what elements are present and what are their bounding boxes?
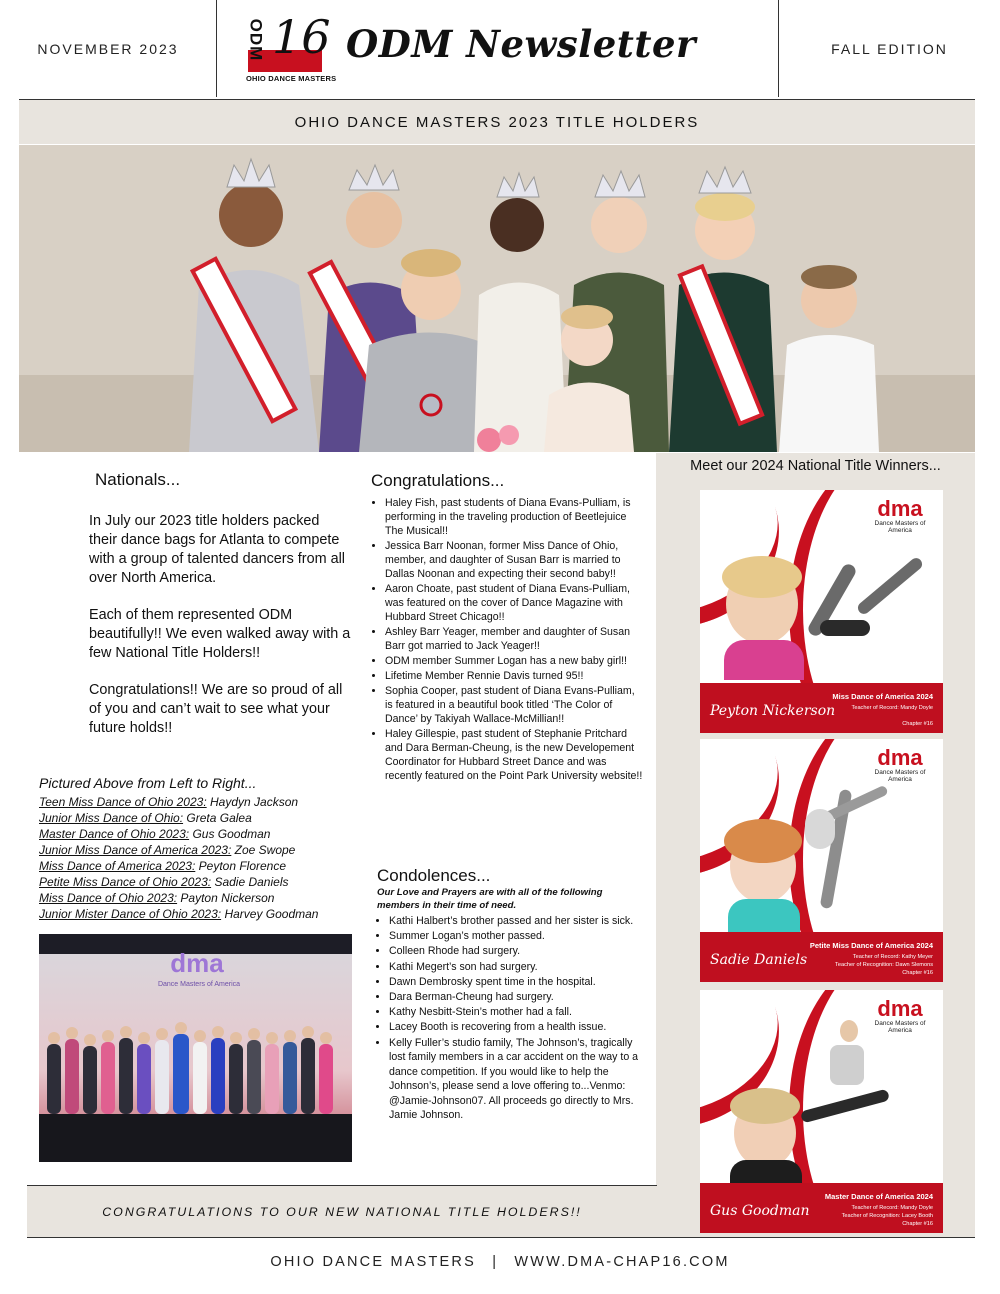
condolences-list: [373, 914, 649, 1124]
winner-teacher-recognition: Teacher of Recognition: Dawn Slemons: [835, 962, 933, 968]
logo-subtitle: OHIO DANCE MASTERS: [246, 74, 337, 83]
national-winners-heading: Meet our 2024 National Title Winners...: [690, 458, 941, 474]
footer: [0, 1254, 1000, 1270]
pictured-name: Gus Goodman: [192, 827, 271, 841]
winner-title: Master Dance of America 2024: [824, 1192, 933, 1201]
pictured-name: Zoe Swope: [234, 843, 296, 857]
title-holders-photo: [19, 145, 975, 452]
list-item: • ODM member Summer Logan has a new baby girl!!: [385, 654, 645, 668]
list-item: • Aaron Choate, past student of Diana Evans-Pulliam, was featured on the cover of Dance Magazine with Hubbard Street Chicago!!: [385, 582, 645, 624]
edition-label: FALL EDITION: [831, 40, 948, 57]
pictured-list: [39, 794, 359, 922]
winner-hair: [724, 819, 802, 863]
list-item: • Kathy Nesbitt-Stein’s mother had a fall.: [389, 1005, 649, 1020]
dma-logo-letters: dma: [877, 745, 923, 770]
list-item: • Haley Gillespie, past student of Stephanie Pritchard and Dara Berman-Cheung, is the new Developement Coordinator for Hubbard Street Dance and was recently featured on the Point Park University website!!: [385, 727, 645, 783]
list-item: • Ashley Barr Yeager, member and daughter of Susan Barr got married to Jack Yeager!!: [385, 625, 645, 653]
winner-hair: [722, 556, 802, 598]
nationals-heading: Nationals...: [95, 470, 181, 489]
title-holders-banner: OHIO DANCE MASTERS 2023 TITLE HOLDERS: [19, 99, 975, 144]
pictured-item: [39, 906, 359, 922]
condolences-heading: Condolences...: [377, 866, 491, 885]
pictured-title: Junior Miss Dance of Ohio:: [39, 811, 184, 825]
pictured-name: Peyton Florence: [198, 859, 287, 873]
winner-card-sadie: [700, 739, 943, 982]
list-item: • Dawn Dembrosky spent time in the hospital.: [389, 975, 649, 990]
dma-logo-letters: dma: [877, 996, 923, 1021]
list-item: • Jessica Barr Noonan, former Miss Dance of Ohio, member, and daughter of Susan Barr is married to Dallas Noonan and expecting their second baby!!: [385, 539, 645, 581]
winner-teacher-recognition: Teacher of Recognition: Lacey Booth: [841, 1213, 933, 1219]
condolences-subheading: Our Love and Prayers are with all of the following members in their time of need.: [377, 887, 603, 911]
issue-date: NOVEMBER 2023: [37, 40, 179, 57]
dancer-figure: [830, 1045, 864, 1085]
pictured-name: Sadie Daniels: [214, 875, 289, 889]
stage-sign-text: Dance Masters of America: [157, 981, 241, 988]
pictured-item: [39, 842, 359, 858]
group-stage-photo: [39, 934, 352, 1162]
list-item: • Colleen Rhode had surgery.: [389, 944, 649, 959]
dma-logo: [865, 747, 935, 787]
pictured-title: Junior Mister Dance of Ohio 2023:: [39, 907, 222, 921]
group-stage-photo-illustration: [39, 934, 352, 1162]
winner-signature: Sadie Daniels: [710, 952, 808, 968]
list-item: • Lifetime Member Rennie Davis turned 95!!: [385, 669, 645, 683]
header-divider-left: [216, 0, 217, 97]
winner-outfit: [724, 640, 804, 680]
list-item: • Lacey Booth is recovering from a health issue.: [389, 1020, 649, 1035]
list-item: • Sophia Cooper, past student of Diana Evans-Pulliam, is featured in a beautiful book titled ‘The Color of Dance’ by Takiyah Wallace-McMillian!!: [385, 684, 645, 726]
dma-logo-text: Dance Masters of America: [874, 1020, 926, 1034]
winner-teacher: Teacher of Record: Mandy Doyle: [851, 1205, 933, 1211]
pictured-title: Miss Dance of America 2023:: [39, 859, 196, 873]
pictured-item: [39, 874, 359, 890]
dma-logo: [865, 998, 935, 1038]
dma-logo-text: Dance Masters of America: [874, 769, 926, 783]
pictured-item: [39, 858, 359, 874]
dancer-figure: [820, 620, 870, 636]
pictured-title: Teen Miss Dance of Ohio 2023:: [39, 795, 207, 809]
list-item: • Kathi Megert’s son had surgery.: [389, 960, 649, 975]
nationals-paragraph: Each of them represented ODM beautifully!! We even walked away with a few National Title Holders!!: [89, 607, 351, 661]
pictured-item: [39, 890, 359, 906]
newsletter-title: ODM Newsletter: [346, 22, 697, 66]
logo-number: 16: [272, 10, 331, 64]
pictured-name: Harvey Goodman: [224, 907, 319, 921]
pictured-name: Greta Galea: [186, 811, 252, 825]
pictured-heading: Pictured Above from Left to Right...: [39, 775, 257, 791]
title-holders-photo-illustration: [19, 145, 975, 452]
winner-chapter: Chapter #16: [902, 970, 933, 976]
list-item: • Kelly Fuller’s studio family, The Johnson’s, tragically lost family members in a car accident on the way to a dance competition. If you would like to help the Johnson’s, please send a love offering to...Venmo: @Jamie-Johnson07. All proceeds go directly to Mrs. Jamie Johnson.: [389, 1036, 649, 1124]
pictured-item: [39, 826, 359, 842]
footer-url[interactable]: WWW.DMA-CHAP16.COM: [514, 1254, 730, 1270]
winner-title: Miss Dance of America 2024: [832, 692, 933, 701]
winner-chapter: Chapter #16: [902, 1221, 933, 1227]
list-item: • Haley Fish, past students of Diana Evans-Pulliam, is performing in the traveling production of Beetlejuice The Musical!!: [385, 496, 645, 538]
congratulations-list: [371, 496, 645, 784]
stage-sign-logo: dma: [170, 948, 224, 978]
dancer-figure: [805, 809, 835, 849]
pictured-item: [39, 794, 359, 810]
winner-hair: [730, 1088, 800, 1124]
pictured-name: Payton Nickerson: [180, 891, 275, 905]
winner-teacher: Teacher of Record: Mandy Doyle: [851, 705, 933, 711]
list-item: • Summer Logan’s mother passed.: [389, 929, 649, 944]
dancer-figure: [840, 1020, 858, 1042]
dma-logo: [865, 498, 935, 538]
list-item: • Dara Berman-Cheung had surgery.: [389, 990, 649, 1005]
nationals-body: [89, 512, 351, 756]
footer-org: OHIO DANCE MASTERS: [270, 1254, 476, 1270]
winner-teacher: Teacher of Record: Kathy Meyer: [852, 954, 933, 960]
winner-chapter: Chapter #16: [902, 721, 933, 727]
pictured-title: Petite Miss Dance of Ohio 2023:: [39, 875, 212, 889]
list-item: • Kathi Halbert’s brother passed and her sister is sick.: [389, 914, 649, 929]
odm-logo: [246, 10, 337, 86]
winner-title: Petite Miss Dance of America 2024: [809, 941, 933, 950]
nationals-paragraph: In July our 2023 title holders packed their dance bags for Atlanta to compete with a group of talented dancers from all over North America.: [89, 513, 345, 586]
pictured-title: Junior Miss Dance of America 2023:: [39, 843, 232, 857]
winner-signature: Gus Goodman: [710, 1203, 810, 1219]
footer-separator: |: [492, 1254, 499, 1270]
winner-outfit: [728, 899, 800, 935]
winner-card-gus: [700, 990, 943, 1233]
congrats-banner: CONGRATULATIONS TO OUR NEW NATIONAL TITLE HOLDERS!!: [27, 1185, 657, 1238]
footer-divider: [27, 1237, 975, 1238]
nationals-paragraph: Congratulations!! We are so proud of all of you and can’t wait to see what your future holds!!: [89, 682, 343, 736]
winner-card-peyton: [700, 490, 943, 733]
winner-signature: Peyton Nickerson: [710, 703, 836, 719]
pictured-item: [39, 810, 359, 826]
pictured-title: Miss Dance of Ohio 2023:: [39, 891, 178, 905]
logo-letters: ODM: [246, 18, 266, 62]
dma-logo-text: Dance Masters of America: [874, 520, 926, 534]
dma-logo-letters: dma: [877, 496, 923, 521]
pictured-title: Master Dance of Ohio 2023:: [39, 827, 190, 841]
pictured-name: Haydyn Jackson: [210, 795, 299, 809]
congratulations-heading: Congratulations...: [371, 471, 505, 490]
